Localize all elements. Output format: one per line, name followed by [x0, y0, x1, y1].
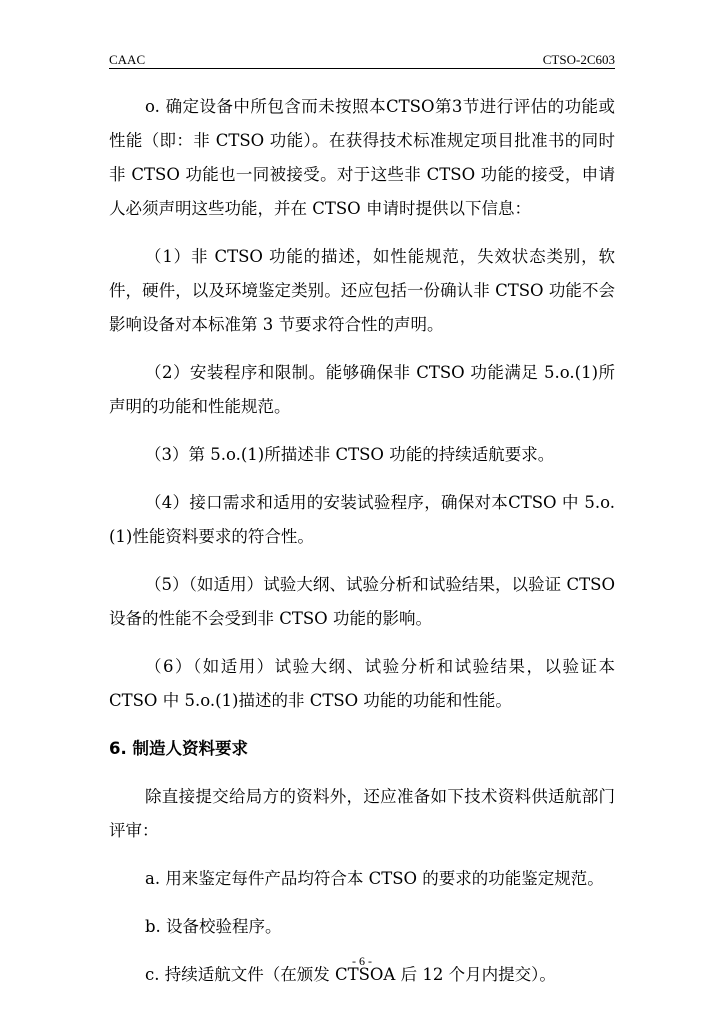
- header-rule: [109, 68, 615, 69]
- paragraph-o-3: （3）第 5.o.(1)所描述非 CTSO 功能的持续适航要求。: [145, 445, 555, 464]
- section-6-intro: 除直接提交给局方的资料外，还应准备如下技术资料供适航部门评审：: [109, 787, 615, 840]
- header-left-label: CAAC: [109, 52, 146, 67]
- header-document-code: CTSO-2C603: [542, 52, 615, 67]
- paragraph-o-6: （6）（如适用）试验大纲、试验分析和试验结果，以验证本CTSO 中 5.o.(1)描述的非 CTSO 功能的功能和性能。: [109, 657, 615, 710]
- document-body: [109, 90, 615, 1006]
- section-6-item-c: c. 持续适航文件（在颁发 CTSOA 后 12 个月内提交）。: [145, 965, 556, 984]
- page-number: - 6 -: [352, 954, 372, 968]
- paragraph-o-4: （4）接口需求和适用的安装试验程序，确保对本CTSO 中 5.o.(1)性能资料要求的符合性。: [109, 493, 615, 546]
- paragraph-o-5: （5）（如适用）试验大纲、试验分析和试验结果，以验证 CTSO设备的性能不会受到非 CTSO 功能的影响。: [109, 575, 615, 628]
- paragraph-o-1: （1）非 CTSO 功能的描述，如性能规范，失效状态类别，软件，硬件，以及环境鉴定类别。还应包括一份确认非 CTSO 功能不会影响设备对本标准第 3 节要求符合性的声明。: [109, 247, 615, 334]
- paragraph-o-2: （2）安装程序和限制。能够确保非 CTSO 功能满足 5.o.(1)所声明的功能和性能规范。: [109, 363, 615, 416]
- section-6-item-b: b. 设备校验程序。: [145, 917, 282, 936]
- section-6-item-a: a. 用来鉴定每件产品均符合本 CTSO 的要求的功能鉴定规范。: [145, 869, 604, 888]
- paragraph-o: o. 确定设备中所包含而未按照本CTSO第3节进行评估的功能或性能（即：非 CTSO 功能）。在获得技术标准规定项目批准书的同时非 CTSO 功能也一同被接受。对于这些非 CTSO 功能的接受，申请人必须声明这些功能，并在 CTSO 申请时提供以下信息：: [109, 97, 615, 218]
- section-6-heading: 6. 制造人资料要求: [109, 739, 248, 758]
